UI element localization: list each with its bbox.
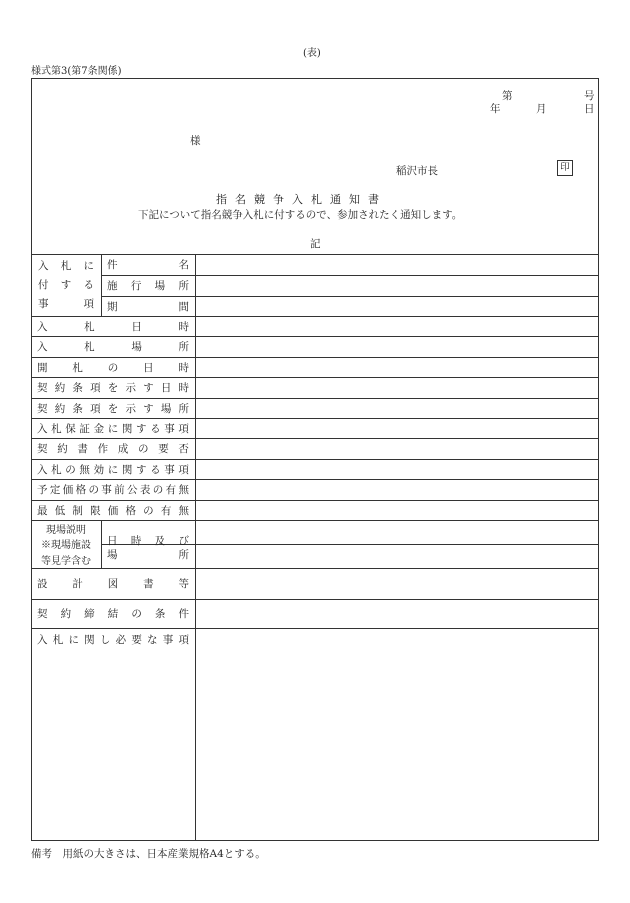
label-char: 計 [72,578,83,590]
label-char: の [138,443,149,455]
site-label-line: ※現場施設 [41,540,91,552]
label-char: 関 [84,633,95,646]
label-char: 約 [60,608,72,620]
label-char: 約 [54,382,66,394]
label-char: 保 [65,422,76,435]
label-char: 所 [178,280,189,292]
label-char: 契 [37,402,48,415]
title-text: 指名競争入札通知書 [216,193,387,206]
label-char: 要 [158,443,169,455]
group1-item-label [107,296,189,316]
row-label [37,418,189,438]
label-char: 札 [52,633,64,646]
label-char: 期 [107,300,118,313]
label-char: 予 [37,484,48,496]
date-year: 年 [490,103,501,115]
document-title [216,191,387,207]
row-label [37,336,189,357]
label-char: 付 [38,279,49,291]
label-char: 所 [178,548,189,561]
label-char: 入 [38,260,49,272]
row-label [37,398,189,418]
footer-note: 備考 用紙の大きさは、日本産業規格A4とする。 [31,848,266,860]
label-char: 時 [130,534,142,547]
table-rule [31,520,599,521]
label-char: 入 [37,463,48,476]
label-char: 項 [83,298,94,310]
label-char: の [152,484,164,496]
label-char: す [135,422,147,435]
label-char: 最 [37,504,48,517]
label-char: 効 [93,463,105,476]
label-char: を [107,382,119,394]
label-char: 場 [107,548,118,561]
label-char: に [83,260,94,272]
group1-item-label [107,254,189,275]
site-visit-label [33,521,99,567]
label-char: 施 [107,280,118,292]
label-char: 約 [54,402,66,415]
side-label: (表) [303,48,321,59]
site-sub-label-1 [107,533,189,547]
label-char: 日 [143,361,154,374]
seal-mark: 印 [557,160,573,176]
label-char: の [65,463,76,476]
ki-heading: 記 [310,238,321,250]
label-char: 件 [107,259,118,271]
label-char: 契 [37,608,48,620]
label-char: 事 [101,484,112,496]
label-char: 結 [107,608,119,620]
label-char: 示 [125,402,136,415]
label-char: 要 [131,633,142,646]
row-label [37,568,189,599]
label-char: 項 [178,633,189,646]
row-label [37,438,189,459]
label-char: る [150,463,161,476]
doc-number-dai: 第 [502,90,513,102]
label-char: の [88,484,99,496]
label-char: し [99,633,111,646]
label-char: 行 [130,280,142,292]
group1-label-line [38,258,94,273]
label-char: 札 [84,320,95,333]
label-char: 契 [37,443,48,455]
label-char: 低 [54,504,66,517]
label-char: す [60,279,72,291]
site-sub-label-2 [107,547,189,561]
row-label [37,377,189,398]
label-char: 日 [131,320,142,333]
label-char: 有 [165,484,177,496]
label-char: 無 [178,504,189,517]
label-char: 条 [154,608,166,620]
label-char: 締 [84,608,95,620]
label-char: に [107,422,119,435]
label-char: 入 [37,422,48,435]
label-char: 時 [178,361,189,374]
label-char: 項 [90,382,101,394]
label-char: 否 [178,443,189,455]
label-char: 関 [121,422,133,435]
label-char: 金 [93,422,105,435]
label-char: 入 [37,633,48,646]
label-char: 有 [160,504,172,517]
label-char: 書 [143,578,154,590]
label-char: 条 [72,382,83,394]
label-char: る [83,279,94,291]
label-char: 入 [37,320,48,333]
label-char: 格 [125,504,136,517]
row-label [37,459,189,479]
label-char: 入 [37,341,48,353]
label-char: す [143,382,154,394]
label-char: 札 [84,341,95,353]
label-char: な [147,633,158,646]
doc-number-go: 号 [584,90,595,102]
label-char: 定 [49,484,61,496]
label-char: 条 [72,402,83,415]
table-rule [195,254,196,841]
label-char: 項 [90,402,101,415]
label-char: 日 [160,382,172,394]
label-char: を [107,402,119,415]
label-char: 時 [178,382,189,394]
intro-text: 下記について指名競争入札に付するので、参加されたく通知します。 [138,209,463,221]
addressee-suffix: 様 [190,135,201,147]
label-char: 約 [57,443,68,455]
label-char: 価 [107,504,119,517]
site-label-line: 現場説明 [46,525,86,537]
site-label-line: 等見学含む [41,555,91,567]
table-rule [101,254,102,316]
label-char: 作 [97,443,109,455]
label-char: の [143,504,154,517]
label-char: 及 [154,534,166,547]
group1-label-line [38,296,94,311]
label-char: 時 [178,320,189,333]
row-label [37,599,189,628]
issuer-name: 稲沢市長 [396,165,438,177]
label-char: す [143,402,154,415]
label-char: 書 [77,443,88,455]
label-char: に [68,633,79,646]
label-char: 設 [37,578,48,590]
label-char: る [150,422,161,435]
row-label [37,357,189,377]
label-char: の [107,361,119,374]
label-char: 場 [131,341,142,353]
label-char: 契 [37,382,48,394]
date-month: 月 [536,103,547,115]
label-char: 事 [164,463,175,476]
label-char: 価 [62,484,74,496]
label-char: 無 [178,484,189,496]
form-number: 様式第3(第7条関係) [31,66,122,77]
label-char: 札 [72,361,83,374]
row-label [37,316,189,336]
label-char: 場 [154,280,166,292]
label-char: 日 [107,534,118,547]
label-char: 開 [37,361,48,374]
label-char: 関 [121,463,133,476]
row-label [37,500,189,520]
label-char: 表 [139,484,151,496]
label-char: 制 [72,504,83,517]
label-char: 前 [114,484,125,496]
group1-label-line [38,277,94,292]
label-char: 所 [178,402,189,415]
label-char: 所 [178,341,189,353]
label-char: 限 [90,504,101,517]
label-char: 間 [178,300,189,313]
label-char: 公 [127,484,138,496]
label-char: 必 [115,633,127,646]
label-char: の [131,608,142,620]
label-char: 証 [79,422,90,435]
label-char: 等 [178,578,189,590]
row-label [37,479,189,500]
label-char: 項 [178,422,189,435]
label-char: び [178,534,189,547]
label-char: 札 [51,463,62,476]
label-char: 札 [60,260,72,272]
label-char: 項 [178,463,189,476]
label-char: 図 [107,578,119,590]
label-char: 成 [117,443,129,455]
label-char: 場 [160,402,172,415]
group1-label [38,258,94,312]
row-label [37,628,189,650]
label-char: 件 [178,608,189,620]
date-day: 日 [584,103,595,115]
label-char: 事 [38,298,49,310]
label-char: に [107,463,119,476]
label-char: 示 [125,382,136,394]
label-char: 事 [164,422,175,435]
label-char: 事 [162,633,174,646]
label-char: 無 [79,463,90,476]
label-char: 札 [51,422,62,435]
group1-item-label [107,275,189,296]
label-char: す [135,463,147,476]
label-char: 名 [178,259,189,271]
label-char: 格 [75,484,87,496]
